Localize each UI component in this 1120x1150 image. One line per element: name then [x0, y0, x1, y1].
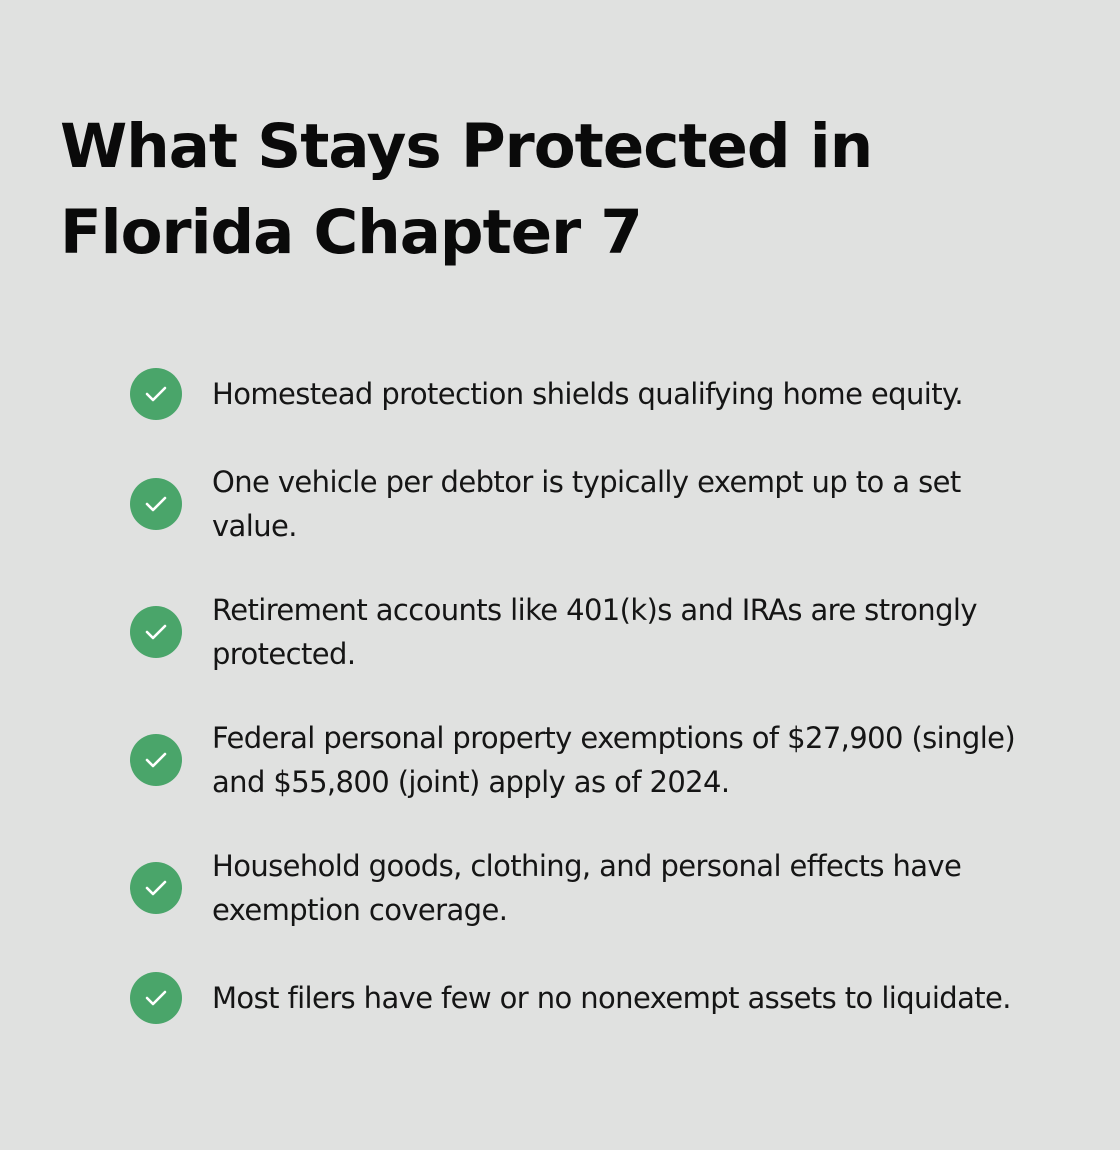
list-item-text: Federal personal property exemptions of $27,900 (single) and $55,800 (joint) apply as of 2024.: [212, 721, 1016, 799]
list-item-text: Homestead protection shields qualifying home equity.: [212, 377, 964, 411]
check-circle-icon: [130, 606, 182, 658]
list-item-text: One vehicle per debtor is typically exempt up to a set value.: [212, 465, 961, 543]
check-circle-icon: [130, 478, 182, 530]
check-circle-icon: [130, 972, 182, 1024]
page-title-line-2: Florida Chapter 7: [60, 197, 642, 268]
list-item-text: Household goods, clothing, and personal effects have exemption coverage.: [212, 849, 962, 927]
page-title: [60, 104, 1020, 276]
list-item-text: Retirement accounts like 401(k)s and IRAs are strongly protected.: [212, 593, 977, 671]
list-item: [130, 460, 1030, 548]
list-item: [130, 368, 1030, 420]
check-circle-icon: [130, 734, 182, 786]
list-item-text: Most filers have few or no nonexempt assets to liquidate.: [212, 981, 1011, 1015]
list-item: [130, 972, 1030, 1024]
page-title-line-1: What Stays Protected in: [60, 111, 873, 182]
list-item: [130, 716, 1030, 804]
list-item: [130, 588, 1030, 676]
check-circle-icon: [130, 862, 182, 914]
list-item: [130, 844, 1030, 932]
check-circle-icon: [130, 368, 182, 420]
